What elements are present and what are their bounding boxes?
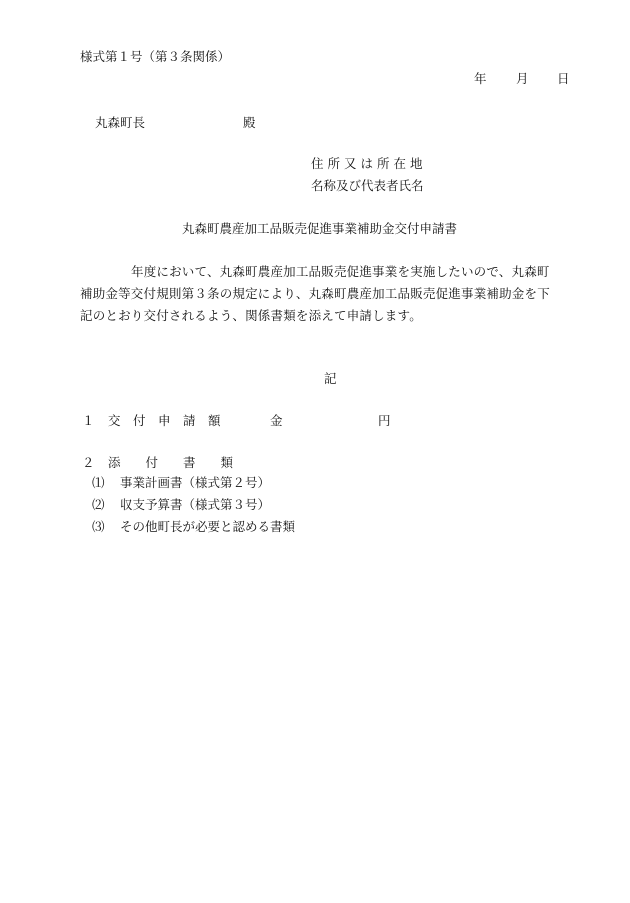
date-year: 年 bbox=[474, 71, 487, 86]
amount-unit: 円 bbox=[378, 413, 391, 428]
list-item-text: 収支予算書（様式第３号） bbox=[120, 497, 271, 512]
applicant-address-label: 住所又は所在地 bbox=[311, 156, 427, 171]
body-line: 補助金等交付規則第３条の規定により、丸森町農産加工品販売促進事業補助金を下 bbox=[80, 286, 550, 301]
document-title: 丸森町農産加工品販売促進事業補助金交付申請書 bbox=[182, 221, 458, 236]
applicant-name-label: 名称及び代表者氏名 bbox=[311, 178, 424, 193]
list-marker: ⑶ bbox=[92, 519, 105, 534]
list-marker: ⑵ bbox=[92, 497, 105, 512]
list-item-text: 事業計画書（様式第２号） bbox=[120, 475, 271, 490]
body-line: 記のとおり交付されるよう、関係書類を添えて申請します。 bbox=[80, 308, 422, 323]
item-label: 交 付 申 請 額 bbox=[108, 413, 221, 428]
list-item-text: その他町長が必要と認める書類 bbox=[120, 519, 296, 534]
item-number: ２ bbox=[82, 455, 95, 470]
item-number: １ bbox=[82, 413, 95, 428]
recipient-honorific: 殿 bbox=[243, 115, 256, 130]
recipient-name: 丸森町長 bbox=[95, 115, 146, 130]
list-marker: ⑴ bbox=[92, 475, 105, 490]
form-label: 様式第１号（第３条関係） bbox=[80, 49, 231, 64]
ki-heading: 記 bbox=[324, 371, 337, 386]
date-month: 月 bbox=[516, 71, 529, 86]
amount-prefix: 金 bbox=[270, 413, 283, 428]
date-day: 日 bbox=[557, 71, 570, 86]
body-line: 年度において、丸森町農産加工品販売促進事業を実施したいので、丸森町 bbox=[131, 264, 550, 279]
item-label: 添 付 書 類 bbox=[108, 455, 234, 470]
